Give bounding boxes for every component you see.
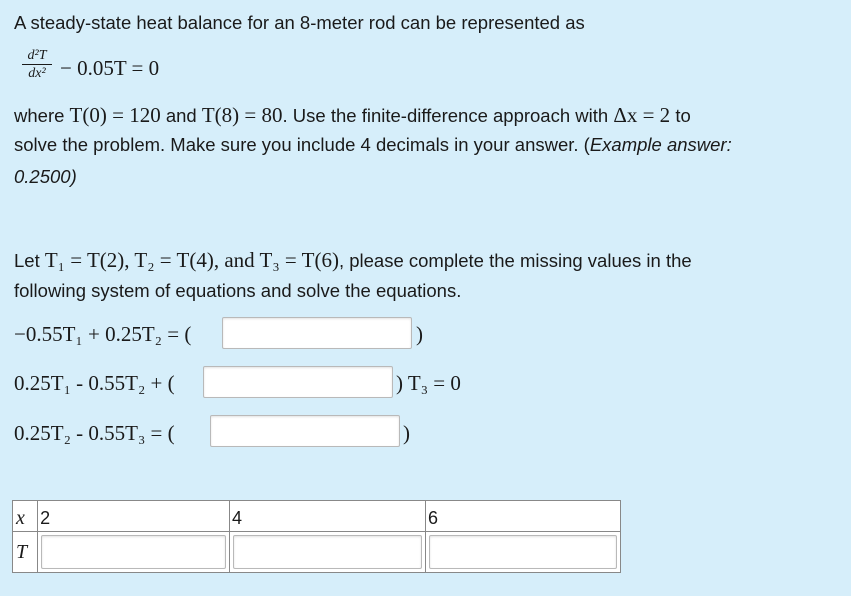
t-input-3[interactable]	[429, 535, 617, 569]
equation-2-input[interactable]	[203, 366, 393, 398]
system-line-1	[14, 248, 692, 273]
use-text: . Use the finite-difference approach with	[282, 105, 609, 126]
instruction-text: solve the problem. Make sure you include 4 decimals in your answer. (	[14, 134, 590, 155]
x-value-cell-2	[230, 501, 426, 532]
value-table	[12, 500, 621, 573]
x-value-1: 2	[40, 508, 51, 528]
t-label: T	[16, 541, 28, 563]
variable-definitions: T₁ = T(2), T₂ = T(4), and T₃ = T(6)	[44, 248, 339, 272]
t-value-cell-2	[230, 532, 426, 573]
problem-line-1: A steady-state heat balance for an 8-meter rod can be represented as	[14, 12, 585, 33]
x-value-3: 6	[428, 508, 439, 528]
equation-2-right: ) T₃ = 0	[396, 371, 461, 395]
condition-t8: T(8) = 80	[201, 103, 283, 127]
equation-3-input[interactable]	[210, 415, 400, 447]
delta-x: Δx = 2	[613, 103, 671, 127]
t-value-cell-3	[426, 532, 621, 573]
example-value: 0.2500)	[14, 166, 77, 187]
equation-1-input[interactable]	[222, 317, 412, 349]
fraction-bar	[22, 64, 52, 65]
let-prefix: Let	[14, 250, 40, 271]
equation-3-left: 0.25T₂ - 0.55T₃ = (	[14, 421, 175, 445]
fraction-numerator: d²T	[27, 48, 47, 63]
to-word: to	[675, 105, 691, 126]
t-input-2[interactable]	[233, 535, 422, 569]
t-value-cell-1	[38, 532, 230, 573]
where-prefix: where	[14, 105, 65, 126]
equation-2-left: 0.25T₁ - 0.55T₂ + (	[14, 371, 175, 395]
equation-1-left: −0.55T₁ + 0.25T₂ = (	[14, 322, 192, 346]
equation-3-right: )	[403, 421, 410, 445]
let-suffix: , please complete the missing values in the	[338, 250, 692, 271]
problem-line-3	[14, 134, 732, 156]
x-label: x	[16, 507, 25, 529]
x-value-2: 4	[232, 508, 243, 528]
equation-1-right: )	[416, 322, 423, 346]
fraction-denominator: dx²	[28, 66, 46, 81]
equation-rest: − 0.05T = 0	[60, 56, 160, 80]
x-value-cell-1	[38, 501, 230, 532]
problem-line-2	[14, 103, 691, 128]
example-label: Example answer:	[589, 134, 732, 155]
t-label-cell	[13, 532, 38, 573]
x-row	[13, 501, 621, 532]
system-line-2: following system of equations and solve the equations.	[14, 280, 462, 301]
condition-t0: T(0) = 120	[69, 103, 161, 127]
t-input-1[interactable]	[41, 535, 226, 569]
x-value-cell-3	[426, 501, 621, 532]
x-label-cell	[13, 501, 38, 532]
and-word: and	[165, 105, 197, 126]
t-row	[13, 532, 621, 573]
derivative-fraction	[22, 48, 52, 81]
